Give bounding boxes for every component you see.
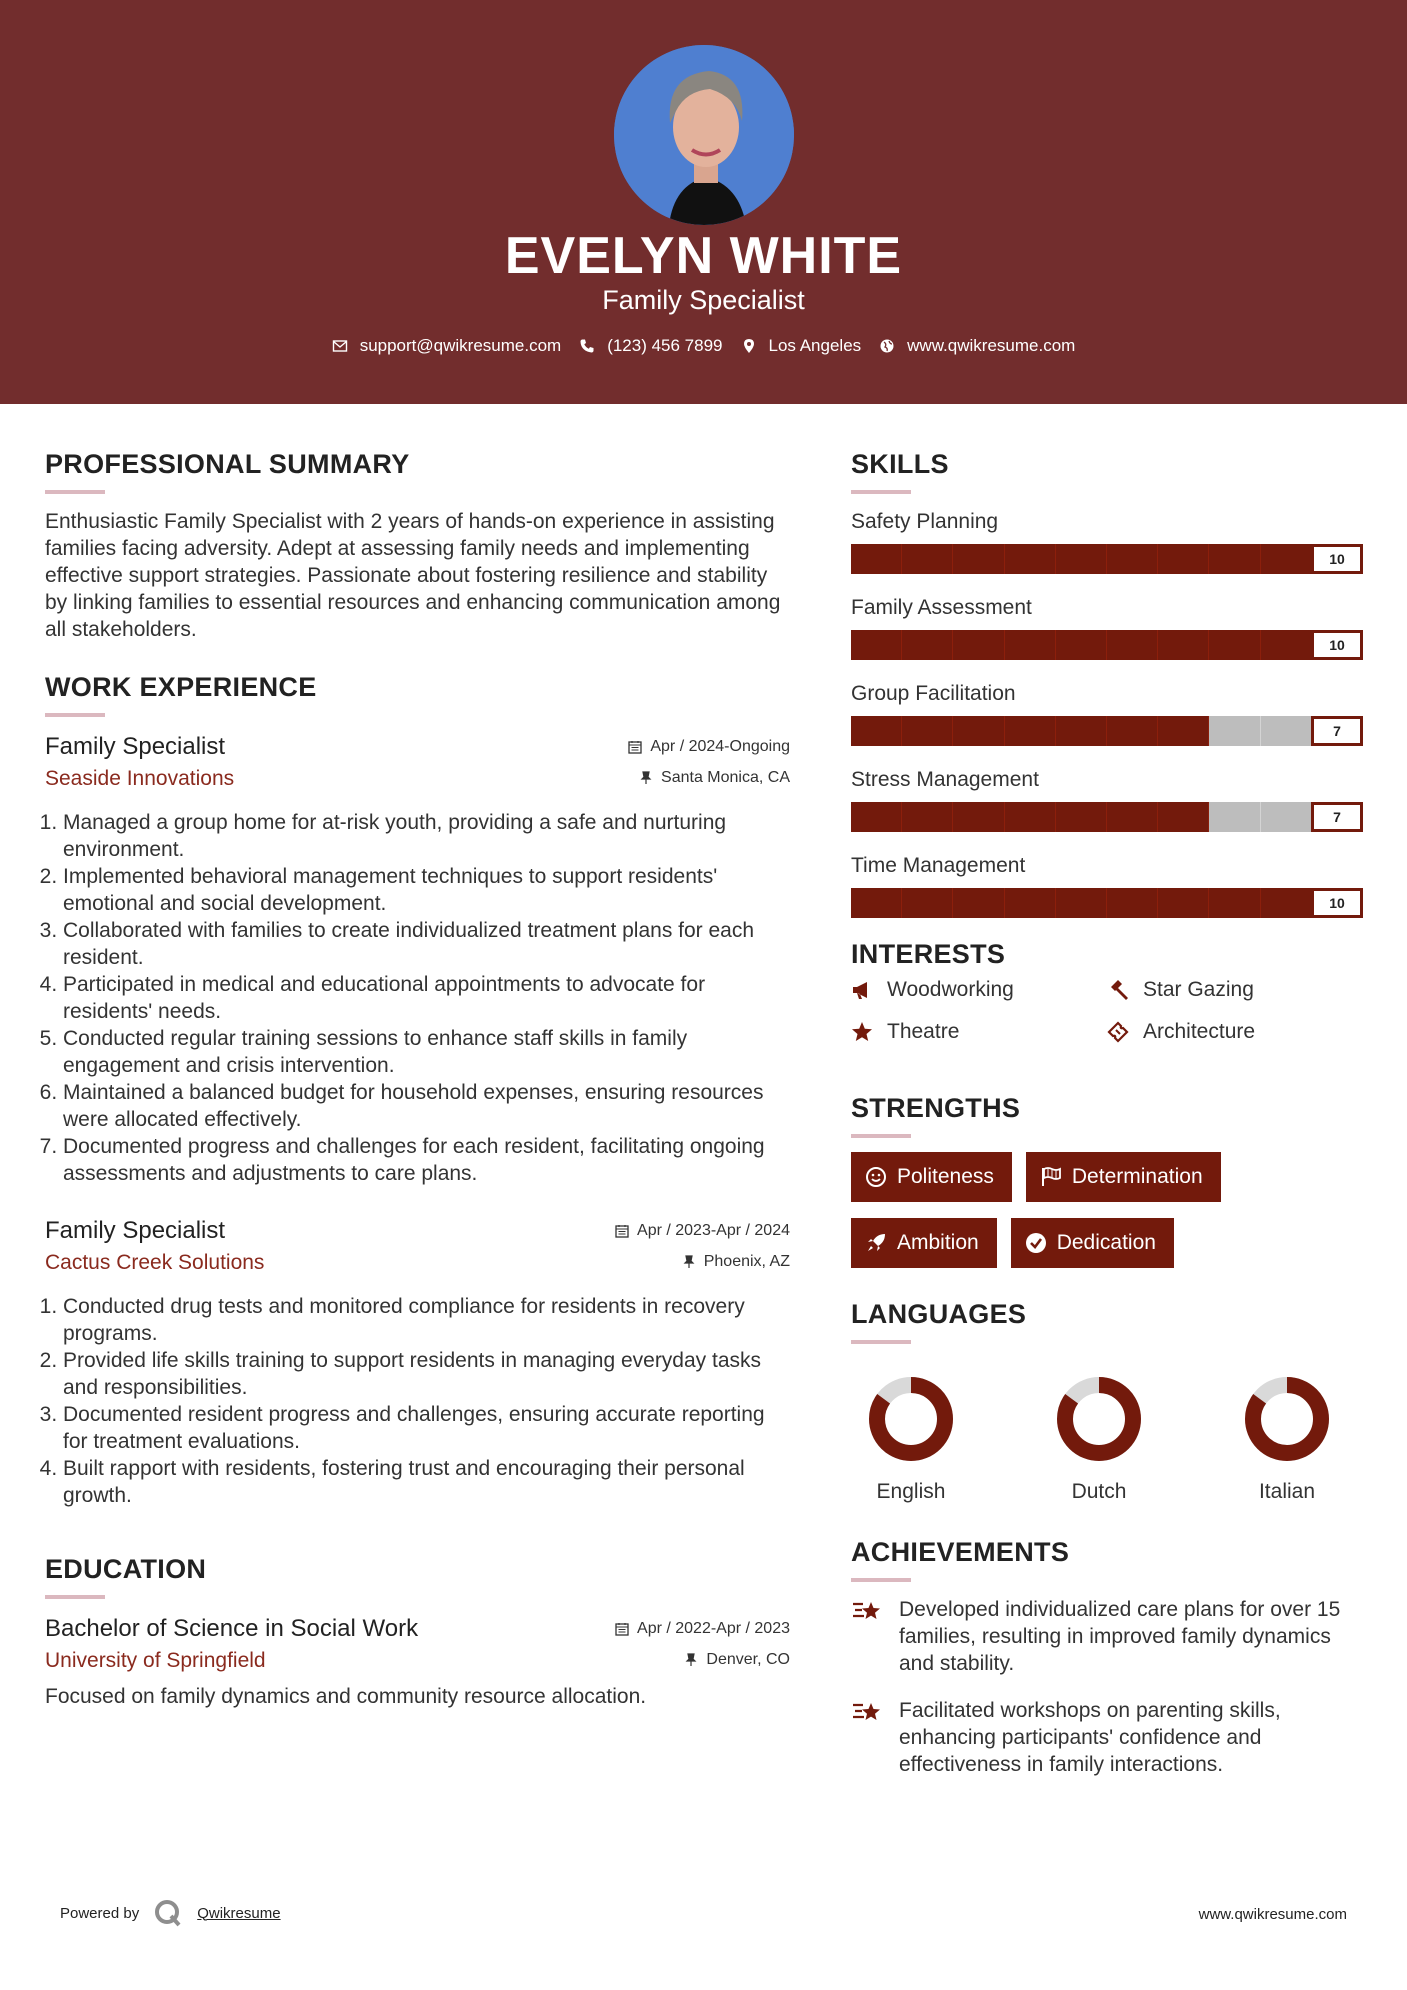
profile-photo [614,45,794,225]
skill-bar [851,802,1363,832]
education-date-text: Apr / 2022-Apr / 2023 [637,1620,790,1637]
list-item: 5. Conducted regular training sessions to enhance staff skills in family engagement and crisis intervention. [63,1025,790,1079]
pushpin-icon [639,771,653,785]
calendar-icon [615,1622,629,1636]
skill-bar-segment [1056,802,1107,832]
languages-list [851,1374,1363,1504]
calendar-icon [615,1224,629,1238]
language-name: Dutch [1071,1480,1127,1503]
skill-bar [851,716,1363,746]
achievement-text: Facilitated workshops on parenting skills, enhancing participants' confidence and effectiveness in family interactions. [899,1699,1281,1776]
skill-bar-segment [1261,716,1312,746]
job-bullets [45,1293,790,1509]
skill-value-badge: 10 [1311,888,1363,918]
skill-bar-segment [1261,630,1312,660]
education-location-text: Denver, CO [706,1651,790,1668]
skill-bar-segment [902,630,953,660]
list-item: 2. Provided life skills training to support residents in managing everyday tasks and responsibilities. [63,1347,790,1401]
education-description: Focused on family dynamics and community resource allocation. [45,1685,647,1708]
skill-bar-segment [1158,716,1209,746]
strength-label: Politeness [897,1165,994,1188]
company-name: Cactus Creek Solutions [45,1251,265,1274]
skill-bar-segment [953,716,1004,746]
job-location [639,769,790,787]
skill-bar-segment [851,802,902,832]
skill-bar-segment [1107,888,1158,918]
interest-item [1107,978,1363,1002]
job-entry [45,1215,790,1509]
list-item: 4. Built rapport with residents, fostering trust and encouraging their personal growth. [63,1455,790,1509]
section-underline [45,490,105,494]
section-title-achievements: ACHIEVEMENTS [851,1537,1070,1567]
section-title-experience: WORK EXPERIENCE [45,672,317,702]
list-item: 4. Participated in medical and educational appointments to advocate for residents' needs. [63,971,790,1025]
skill-bar-segment [1056,888,1107,918]
calendar-icon [628,740,642,754]
skill-bar-segment [1158,544,1209,574]
skill-name: Family Assessment [851,596,1032,619]
skill-name: Stress Management [851,768,1039,791]
achievement-text: Developed individualized care plans for over 15 families, resulting in improved family dynamics and stability. [899,1598,1341,1675]
skill-bar-segment [1158,888,1209,918]
map-marker-icon [741,338,757,354]
skill-name: Time Management [851,854,1026,877]
skill-bar-segment [851,630,902,660]
language-item [1049,1374,1149,1504]
section-underline [851,1340,911,1344]
job-location-text: Phoenix, AZ [703,1253,790,1270]
location-text: Los Angeles [768,336,862,355]
interest-item [851,1020,1107,1044]
list-item: 3. Documented resident progress and challenges, ensuring accurate reporting for treatment evaluations. [63,1401,790,1455]
degree-title: Bachelor of Science in Social Work [45,1615,419,1642]
skill-bar-segment [1107,630,1158,660]
achievements-section [851,1536,1363,1778]
skill-bar-segment [953,630,1004,660]
skill-bar-segment [1107,716,1158,746]
skill-bar-segment [1261,888,1312,918]
star-icon [851,1021,873,1043]
section-title-summary: PROFESSIONAL SUMMARY [45,449,410,479]
section-underline [851,1134,911,1138]
list-item: 7. Documented progress and challenges for each resident, facilitating ongoing assessments and adjustments to care plans. [63,1133,790,1187]
section-title-education: EDUCATION [45,1554,207,1584]
skill-bar-segment [953,888,1004,918]
contact-bar [0,336,1407,356]
section-underline [45,713,105,717]
interest-label: Star Gazing [1143,978,1254,1001]
skill-name: Safety Planning [851,510,999,533]
section-title-languages: LANGUAGES [851,1299,1027,1329]
interest-label: Architecture [1143,1020,1256,1043]
email-text: support@qwikresume.com [359,336,562,355]
skill-bar-segment [1261,802,1312,832]
strength-badge [1026,1152,1221,1202]
school-name: University of Springfield [45,1649,266,1672]
skills-section [851,448,1363,918]
skill-bar-segment [1056,544,1107,574]
strength-label: Ambition [897,1231,979,1254]
summary-text: Enthusiastic Family Specialist with 2 years of hands-on experience in assisting families facing adversity. Adept at assessing family needs and implementing effective support strategies. Passionate about fostering resilience and stability by linking families to essential resources and enhancing communication among all stakeholders. [45,510,781,641]
strength-badge [851,1218,997,1268]
list-item: 3. Collaborated with families to create individualized treatment plans for each resident. [63,917,790,971]
skill-bar-segment [1005,888,1056,918]
language-donut [1054,1374,1144,1464]
phone-text: (123) 456 7899 [607,336,723,355]
job-title: Family Specialist [45,733,226,760]
skill-bar-segment [851,544,902,574]
candidate-name: EVELYN WHITE [504,227,903,285]
interest-item [851,978,1107,1002]
skill-value-badge: 10 [1311,544,1363,574]
skill-bar-segment [1261,544,1312,574]
skill-bar-segment [1209,716,1260,746]
strengths-section [851,1092,1363,1268]
skill-value-badge: 7 [1311,802,1363,832]
envelope-icon [332,338,348,354]
qwikresume-link[interactable]: Qwikresume [197,1904,281,1922]
qwikresume-logo-icon [153,1898,183,1928]
shooting-star-icon [851,1699,883,1729]
skill-bar-segment [902,888,953,918]
job-date [628,738,790,756]
skills-list [851,508,1363,918]
skill-bar-segment [1209,630,1260,660]
check-circle-icon [1025,1232,1047,1254]
job-date-text: Apr / 2023-Apr / 2024 [637,1222,790,1239]
pushpin-icon [684,1653,698,1667]
globe-icon [879,338,895,354]
skill-bar-segment [953,544,1004,574]
list-item: 2. Implemented behavioral management techniques to support residents' emotional and social development. [63,863,790,917]
flag-icon [1040,1166,1062,1188]
resume-header [0,0,1407,404]
skill-bar-segment [1005,802,1056,832]
language-item [1237,1374,1337,1504]
interest-label: Woodworking [887,978,1014,1001]
section-underline [45,1595,105,1599]
job-location [682,1253,790,1271]
job-date [615,1222,790,1240]
rocket-icon [865,1232,887,1254]
skill-bar-segment [1209,544,1260,574]
skill-bar-segment [1158,630,1209,660]
interest-item [1107,1020,1363,1044]
skill-bar-segment [1209,802,1260,832]
right-column [851,448,1363,1798]
interests-grid [851,978,1363,1044]
education-section [45,1553,790,1710]
skill-value-badge: 7 [1311,716,1363,746]
gavel-icon [1107,979,1129,1001]
skill-bar [851,630,1363,660]
strengths-list [851,1152,1363,1268]
experience-section [45,671,790,1509]
skill-bar-segment [902,802,953,832]
section-title-skills: SKILLS [851,449,949,479]
footer-branding [60,1898,281,1928]
strength-badge [1011,1218,1174,1268]
list-item: 1. Conducted drug tests and monitored compliance for residents in recovery programs. [63,1293,790,1347]
list-item: 1. Managed a group home for at-risk youth, providing a safe and nurturing environment. [63,809,790,863]
section-title-strengths: STRENGTHS [851,1093,1021,1123]
skill-bar-segment [1056,630,1107,660]
contact-phone[interactable] [579,336,722,356]
education-location [684,1651,790,1669]
contact-location [741,336,862,356]
section-underline [851,490,911,494]
interest-label: Theatre [887,1020,960,1043]
skill-bar-segment [1158,802,1209,832]
phone-icon [579,338,595,354]
strength-label: Dedication [1056,1231,1156,1254]
job-location-text: Santa Monica, CA [661,769,790,786]
website-text: www.qwikresume.com [907,336,1076,355]
skill-bar [851,888,1363,918]
language-donut [866,1374,956,1464]
strength-badge [851,1152,1012,1202]
skill-bar-segment [1005,544,1056,574]
interests-section [851,938,1363,1044]
skill-bar-segment [1056,716,1107,746]
skill-name: Group Facilitation [851,682,1016,705]
language-name: English [876,1480,946,1503]
candidate-title: Family Specialist [602,285,805,315]
strength-label: Determination [1071,1165,1203,1188]
skill-bar-segment [902,716,953,746]
smile-icon [865,1166,887,1188]
achievement-item [851,1596,1363,1677]
skill-bar-segment [1107,802,1158,832]
skill-bar-segment [1005,716,1056,746]
job-bullets [45,809,790,1187]
job-title: Family Specialist [45,1217,226,1244]
bullhorn-icon [851,979,873,1001]
skill-bar-segment [851,888,902,918]
language-item [861,1374,961,1504]
skill-value-badge: 10 [1311,630,1363,660]
contact-website[interactable] [879,336,1075,356]
section-title-interests: INTERESTS [851,939,1006,969]
list-item: 6. Maintained a balanced budget for household expenses, ensuring resources were allocated effectively. [63,1079,790,1133]
shooting-star-icon [851,1598,883,1628]
language-name: Italian [1258,1480,1316,1503]
footer-website[interactable]: www.qwikresume.com [1198,1906,1347,1923]
powered-by-text: Powered by [60,1904,140,1922]
skill-bar-segment [851,716,902,746]
contact-email[interactable] [332,336,562,356]
education-date [615,1620,790,1638]
skill-bar-segment [902,544,953,574]
job-entry [45,731,790,1187]
ticket-icon [1107,1021,1129,1043]
company-name: Seaside Innovations [45,767,235,790]
summary-section [45,448,790,643]
language-donut [1242,1374,1332,1464]
left-column [45,448,790,1710]
skill-bar-segment [1107,544,1158,574]
section-underline [851,1578,911,1582]
skill-bar-segment [1005,630,1056,660]
skill-bar-segment [1209,888,1260,918]
achievement-item [851,1697,1363,1778]
languages-section [851,1298,1363,1504]
skill-bar-segment [953,802,1004,832]
job-date-text: Apr / 2024-Ongoing [650,738,790,755]
pushpin-icon [682,1255,696,1269]
skill-bar [851,544,1363,574]
